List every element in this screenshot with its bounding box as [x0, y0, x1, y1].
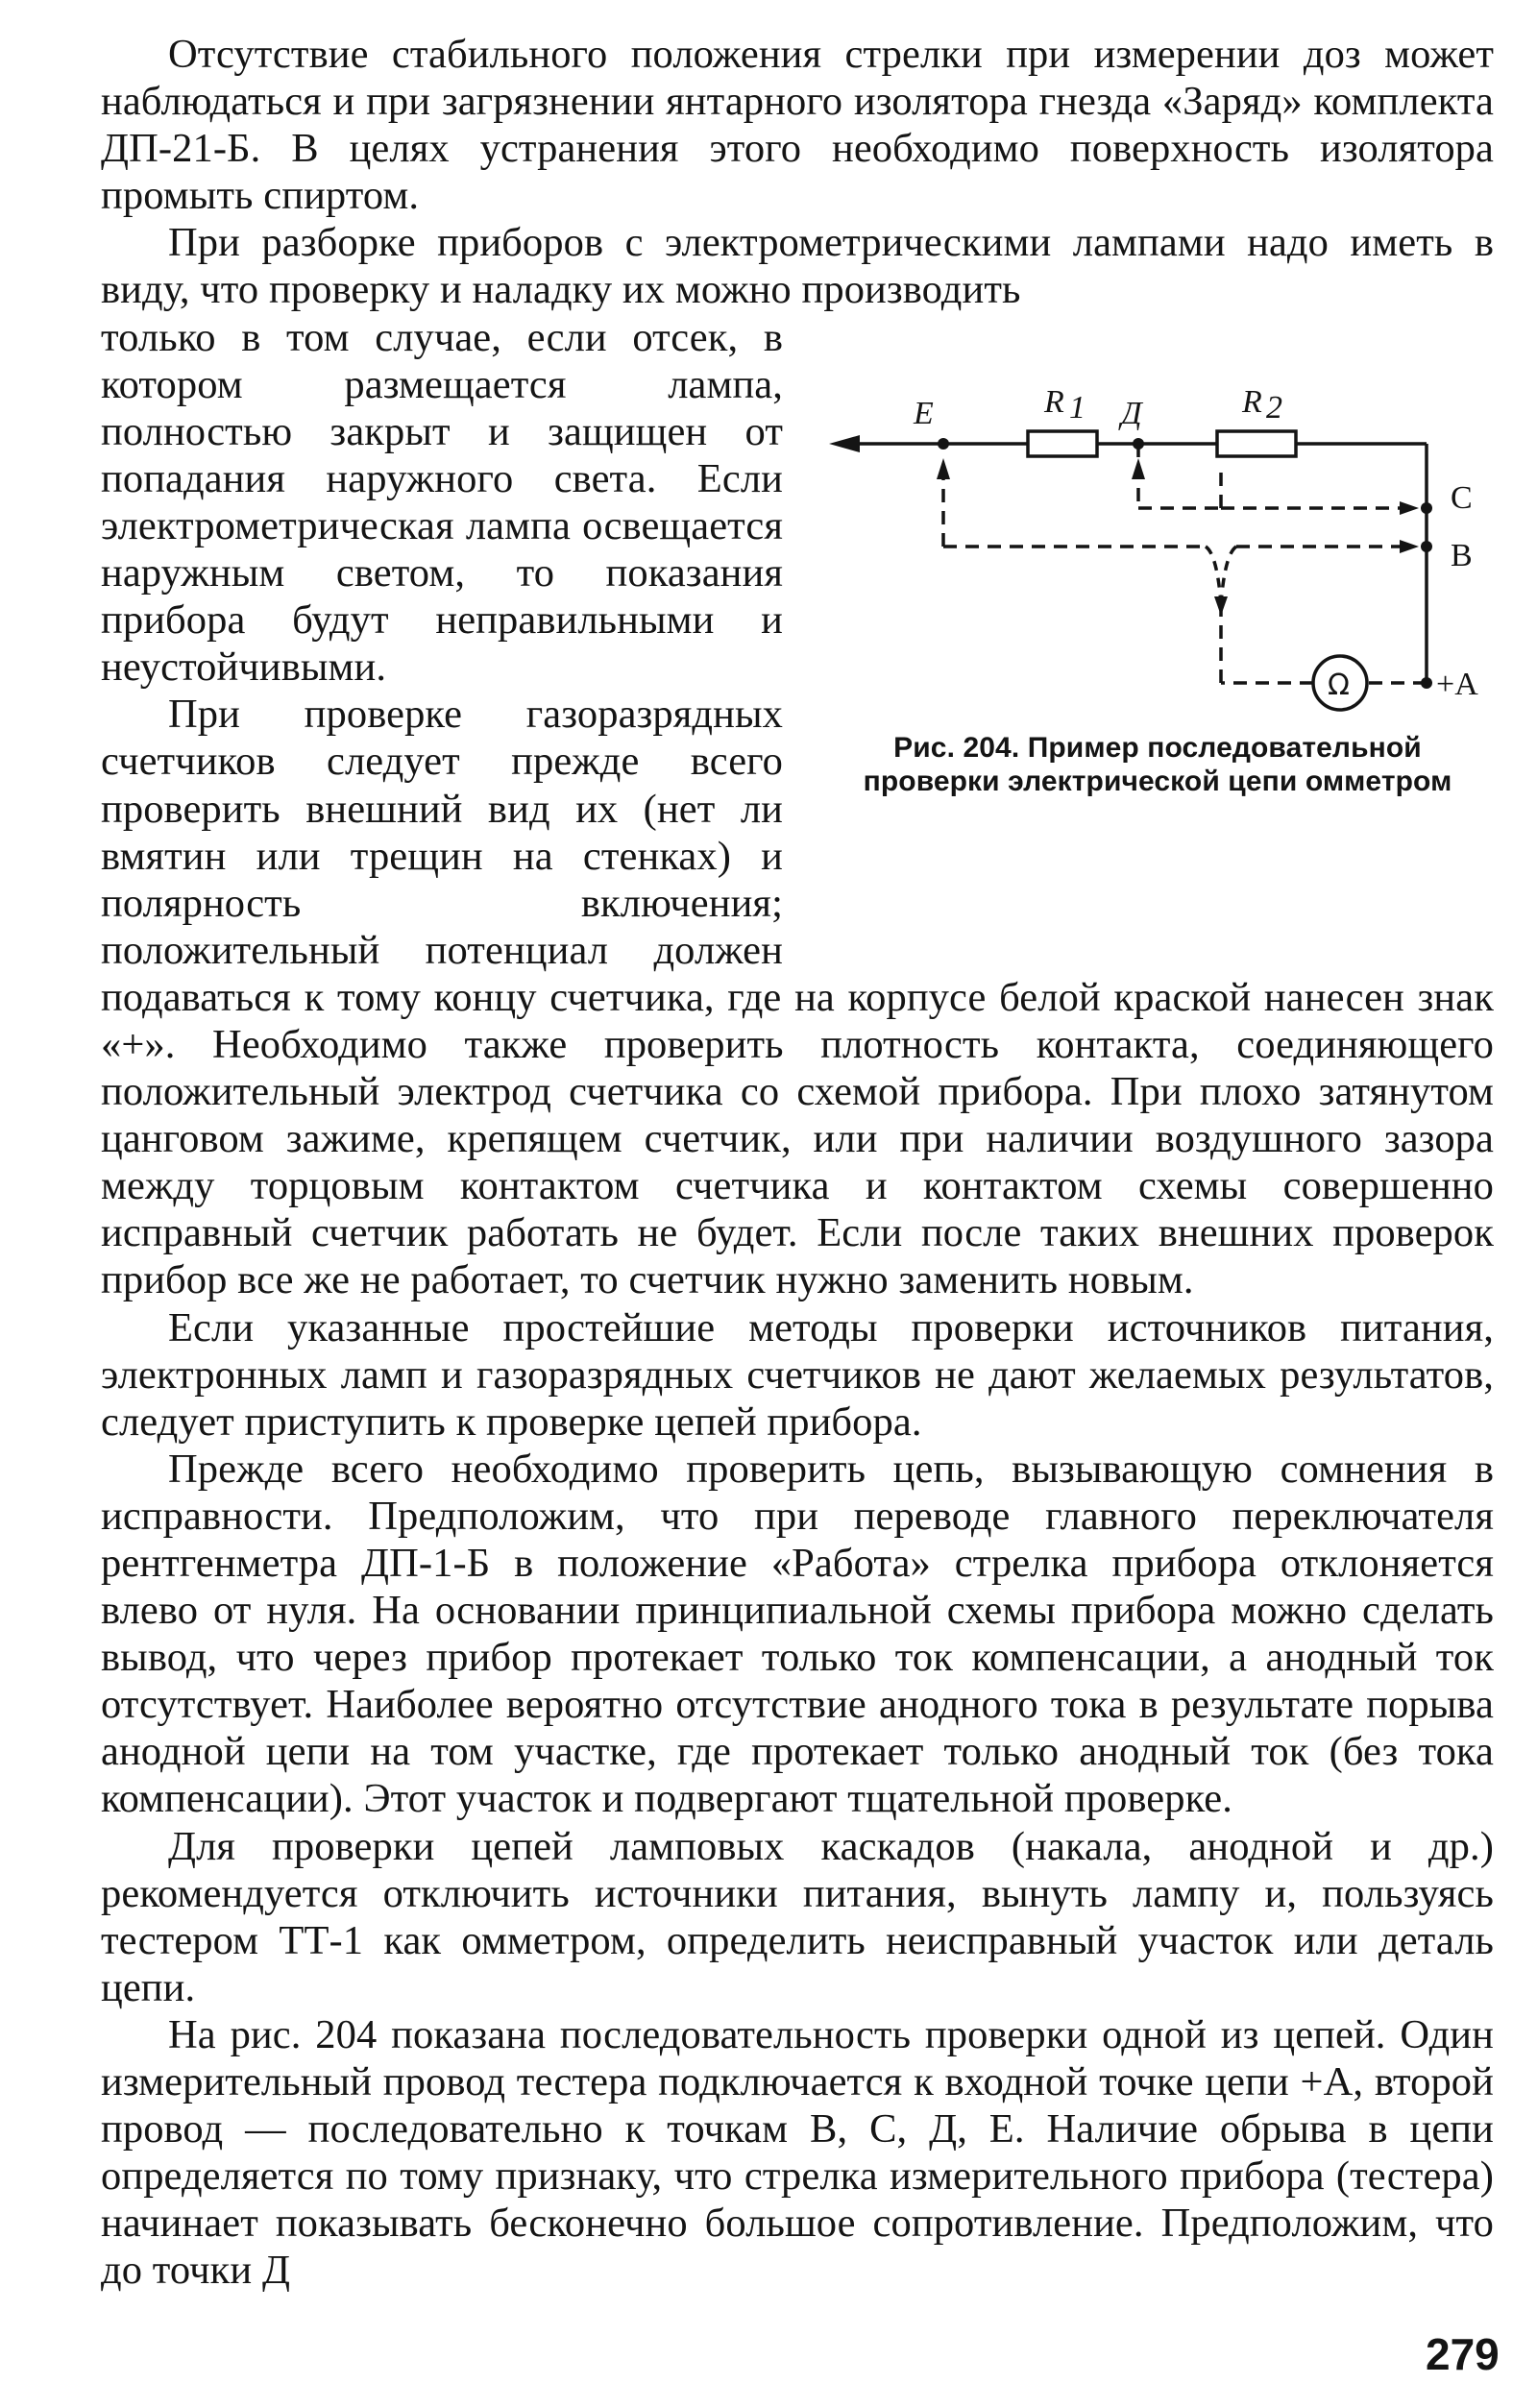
- circuit-diagram: [821, 316, 1494, 729]
- paragraph-7: На рис. 204 показана последовательность проверки одной из цепей. Один измерительный провод тестера подключается к входной точке цепи +А, второй провод — последовательно к точкам В, С, Д, Е. Наличие обрыва в цепи определяется по тому признаку, что стрелка измерительного прибора (тестера) начинает показывать бесконечно большое сопротивление. Предположим, что до точки Д: [101, 2011, 1494, 2294]
- arrow-up-e-icon: [937, 458, 950, 479]
- paragraph-2-intro: При разборке приборов с электрометрическими лампами надо иметь в виду, что проверку и наладку их можно производить: [101, 220, 1494, 313]
- label-r1-sub: 1: [1069, 389, 1086, 426]
- label-a: +А: [1436, 666, 1478, 702]
- arrow-down-branch-icon: [1214, 596, 1228, 616]
- label-e: Е: [914, 395, 934, 431]
- resistor-r2: [1217, 431, 1296, 456]
- label-r2: R: [1242, 383, 1262, 420]
- paragraph-6: Для проверки цепей ламповых каскадов (накала, анодной и др.) рекомендуется отключить источники питания, вынуть лампу и, пользуясь тестером ТТ-1 как омметром, определить неисправный участок или деталь цепи.: [101, 1823, 1494, 2010]
- resistor-r1: [1028, 431, 1097, 456]
- ohm-symbol-icon: Ω: [1328, 668, 1351, 702]
- paragraph-3: При проверке газоразрядных счетчиков следует прежде всего проверить внешний вид их (нет ли вмятин или трещин на стенках) и полярность включения; положительный потенциал должен подаваться к тому концу счетчика, где на корпусе белой краской нанесен знак «+». Необходимо также проверить плотность контакта, соединяющего положительный электрод счетчика со схемой прибора. При плохо затянутом цанговом зажиме, крепящем счетчик, или при наличии воздушного зазора между торцовым контактом счетчика и контактом схемы совершенно исправный счетчик работать не будет. Если после таких внешних проверок прибор все же не работает, то счетчик нужно заменить новым.: [101, 692, 1494, 1303]
- label-r2-sub: 2: [1266, 389, 1283, 426]
- node-b: [1421, 541, 1432, 552]
- node-e: [938, 438, 949, 450]
- arrow-right-b-icon: [1400, 540, 1419, 553]
- label-c: С: [1451, 479, 1473, 516]
- label-d: Д: [1121, 395, 1142, 431]
- paragraph-4: Если указанные простейшие методы проверки источников питания, электронных ламп и газоразрядных счетчиков не дают желаемых результатов, следует приступить к проверке цепей прибора.: [101, 1304, 1494, 1445]
- caption-text: Пример последовательной проверки электрической цепи омметром: [863, 731, 1452, 797]
- node-c: [1421, 502, 1432, 514]
- paragraph-2: только в том случае, если отсек, в котором размещается лампа, полностью закрыт и защищен от попадания наружного света. Если электрометрическая лампа освещается наружным светом, то показания прибора будут неправильными и неустойчивыми.: [101, 314, 783, 691]
- figure-204: [821, 316, 1494, 924]
- label-b: В: [1451, 537, 1473, 573]
- arrow-right-c-icon: [1400, 501, 1419, 515]
- caption-number: Рис. 204.: [893, 731, 1020, 764]
- page-number: 279: [1426, 2329, 1500, 2379]
- node-a: [1421, 677, 1432, 689]
- figure-caption: [821, 731, 1494, 798]
- body-text: [101, 31, 1494, 2295]
- paragraph-5: Прежде всего необходимо проверить цепь, вызывающую сомнения в исправности. Предположим, что при переводе главного переключателя рентгенметра ДП-1-Б в положение «Работа» стрелка прибора отклоняется влево от нуля. На основании принципиальной схемы прибора можно сделать вывод, что через прибор протекает только ток компенсации, а анодный ток отсутствует. Наиболее вероятно отсутствие анодного тока в результате порыва анодной цепи на том участке, где протекает только анодный ток (без тока компенсации). Этот участок и подвергают тщательной проверке.: [101, 1446, 1494, 1822]
- paragraph-1: Отсутствие стабильного положения стрелки при измерении доз может наблюдаться и при загрязнении янтарного изолятора гнезда «Заряд» комплекта ДП-21-Б. В целях устранения этого необходимо поверхность изолятора промыть спиртом.: [101, 32, 1494, 219]
- label-r1: R: [1044, 383, 1064, 420]
- arrow-left-icon: [829, 435, 860, 452]
